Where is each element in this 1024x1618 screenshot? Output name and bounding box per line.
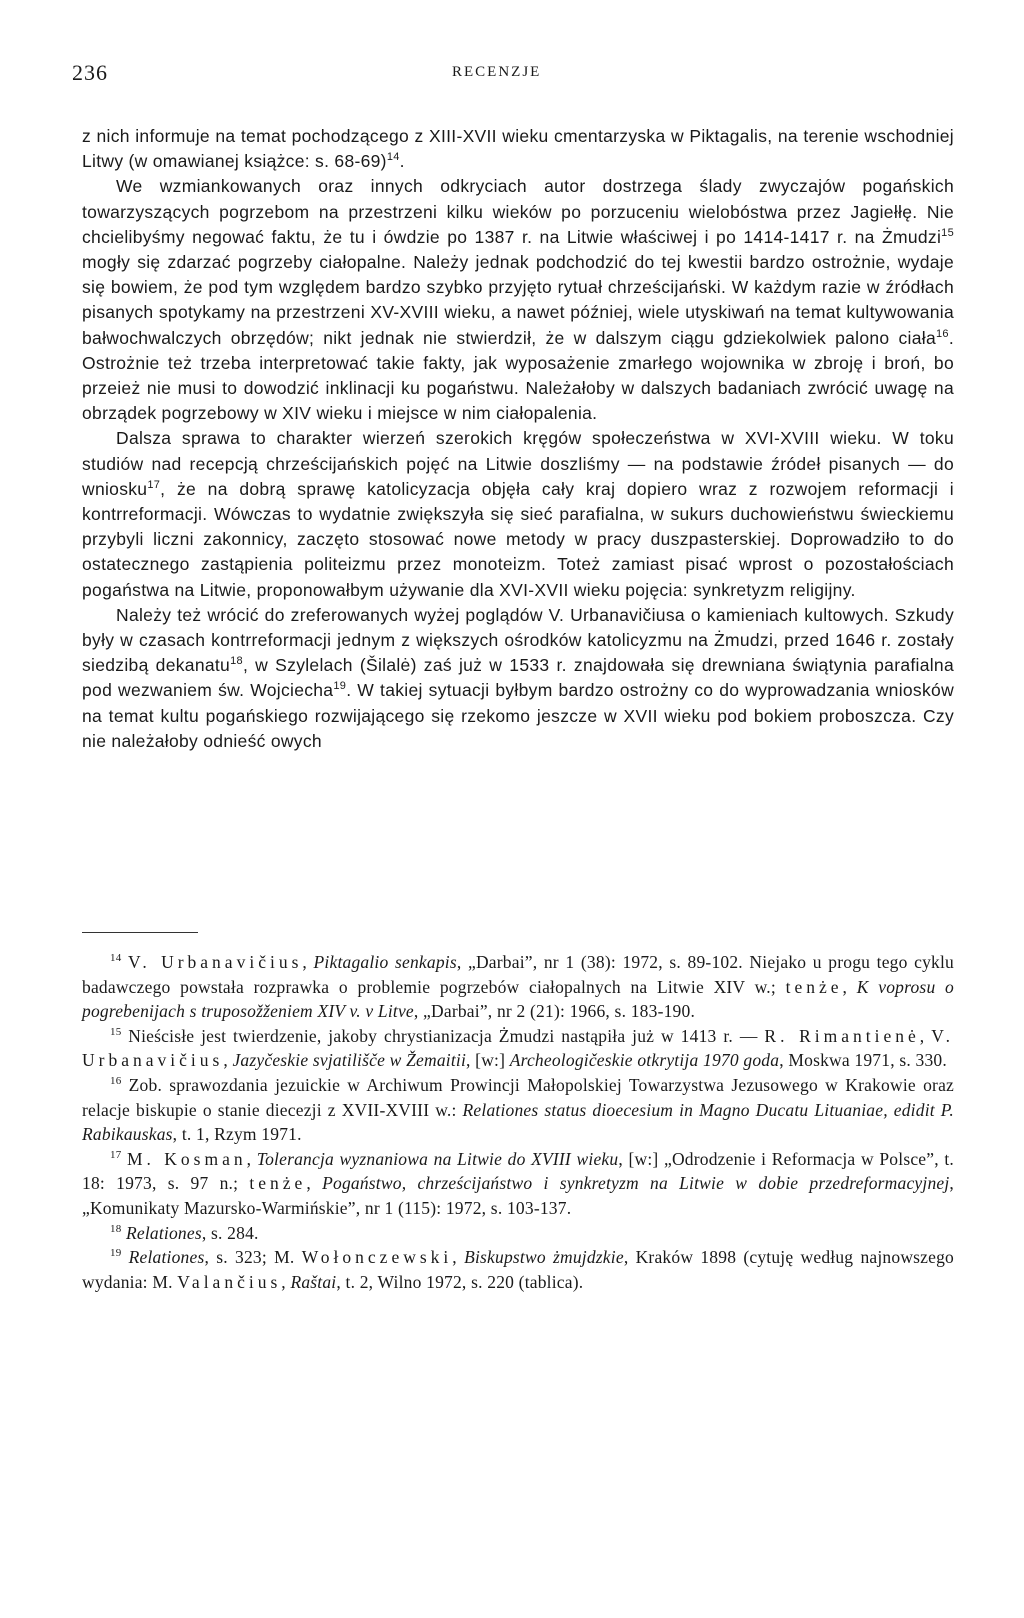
footnote-18 — [82, 1221, 954, 1246]
work-title: K voprosu o pogrebenijach s truposožženiem XIV v. v Litve — [82, 976, 954, 1022]
text-span: , Kraków 1898 (cytuję według najnowszego wydania: M. — [82, 1247, 955, 1292]
footnote-separator — [82, 932, 198, 933]
text-span: , — [223, 1050, 233, 1071]
text-span: , [w:] „Odrodzenie i Reformacja w Polsce”, t. 18: 1973, s. 97 n.; — [82, 1148, 955, 1194]
footnote-14 — [82, 950, 954, 1024]
work-title: Relationes status dioecesium in Magno Ducatu Lituaniae, edidit P. Rabikauskas — [82, 1099, 954, 1145]
text-span: We wzmiankowanych oraz innych odkryciach autor dostrzega ślady zwyczajów pogańskich towarzyszących pogrzebom na przestrzeni kilku wieków po porzuceniu wielobóstwa przez Jagiełłę. Nie chcielibyśmy negować faktu, że tu i ówdzie po 1387 r. na Litwie właściwej i po 1414-1417 r. na Żmudzi — [82, 176, 954, 247]
author-name: tenże — [249, 1173, 307, 1194]
footnote-number: 19 — [110, 1247, 122, 1260]
footnote-number: 14 — [110, 952, 122, 965]
text-span: . Ostrożnie też trzeba interpretować takie fakty, jak wyposażenie zmarłego wojownika w zbroję i broń, bo przeież nie musi to dowodzić inklinacji ku pogaństwu. Należałoby w dalszych badaniach zwrócić uwagę na obrządek pogrzebowy w XIV wieku i miejsce w nim ciałopalenia. — [82, 327, 954, 424]
work-title: Pogaństwo, chrześcijaństwo i synkretyzm na Litwie w dobie przedreformacyjnej — [322, 1173, 950, 1194]
author-name: V. Urbanavičius — [82, 1025, 954, 1071]
text-span: , [w:] — [466, 1050, 510, 1071]
text-span: Dalsza sprawa to charakter wierzeń szerokich kręgów społeczeństwa w XVI-XVIII wieku. W toku studiów nad recepcją chrześcijańskich pojęć na Litwie doszliśmy — na podstawie źródeł pisanych — do wniosku — [82, 428, 954, 499]
paragraph-4 — [82, 603, 954, 754]
footnote-number: 16 — [110, 1075, 122, 1088]
page-header — [72, 60, 952, 88]
footnote-16 — [82, 1073, 954, 1147]
footnotes — [82, 950, 954, 1294]
work-title: Raštai — [290, 1271, 337, 1292]
text-span: , — [281, 1271, 291, 1292]
author-name: M. Kosman — [126, 1148, 247, 1169]
work-title: Relationes — [128, 1247, 205, 1268]
text-span: , t. 1, Rzym 1971. — [172, 1124, 302, 1145]
footnote-ref-14[interactable]: 14 — [386, 151, 400, 164]
paragraph-1 — [82, 124, 954, 174]
text-span: , Moskwa 1971, s. 330. — [779, 1050, 947, 1071]
text-span: , „Komunikaty Mazursko-Warmińskie”, nr 1 (115): 1972, s. 103-137. — [82, 1173, 954, 1218]
footnote-ref-19[interactable]: 19 — [333, 680, 347, 693]
text-span: , t. 2, Wilno 1972, s. 220 (tablica). — [336, 1271, 584, 1292]
text-span: , — [246, 1148, 257, 1169]
text-span: Nieścisłe jest twierdzenie, jakoby chrystianizacja Żmudzi nastąpiła już w 1413 r. — — [128, 1025, 765, 1046]
footnote-number: 15 — [110, 1025, 122, 1038]
author-name: R. Rimantienė — [764, 1025, 920, 1046]
author-name: Valančius — [177, 1271, 282, 1292]
footnote-ref-17[interactable]: 17 — [147, 479, 161, 492]
text-span: , „Darbai”, nr 1 (38): 1972, s. 89-102. Niejako u progu tego cyklu badawczego powstała rozprawka o problemie pogrzebów ciałopalnych na Litwie XIV w.; — [82, 952, 955, 997]
paragraph-2 — [82, 174, 954, 426]
footnote-ref-16[interactable]: 16 — [935, 327, 949, 340]
text-span: , — [306, 1173, 323, 1194]
running-head: RECENZJE — [452, 64, 542, 80]
footnote-17 — [82, 1147, 954, 1221]
author-name: V. Urbanavičius — [127, 952, 303, 972]
text-span: , w Szylelach (Šilalė) zaś już w 1533 r. znajdowała się drewniana świątynia parafialna pod wezwaniem św. Wojciecha — [82, 655, 954, 701]
body-text — [82, 124, 954, 754]
footnote-19 — [82, 1245, 954, 1294]
work-title: Tolerancja wyznaniowa na Litwie do XVIII wieku — [256, 1148, 619, 1169]
text-span: z nich informuje na temat pochodzącego z XIII-XVII wieku cmentarzyska w Piktagalis, na terenie wschodniej Litwy (w omawianej książce: s. 68-69) — [82, 126, 954, 172]
page-number: 236 — [72, 60, 108, 85]
text-span: , s. 284. — [201, 1222, 259, 1243]
footnote-number: 18 — [110, 1222, 122, 1235]
text-span: , „Darbai”, nr 2 (21): 1966, s. 183-190. — [413, 1001, 696, 1022]
text-span: , s. 323; M. — [204, 1247, 302, 1268]
footnote-number: 17 — [110, 1148, 122, 1161]
text-span: . W takiej sytuacji byłbym bardzo ostrożny co do wyprowadzania wniosków na temat kultu pogańskiego rozwijającego się rzekomo jeszcze w XVII wieku pod bokiem proboszcza. Czy nie należałoby odnieść owych — [82, 680, 955, 751]
work-title: Jazyčeskie svjatilišče w Žemaitii — [232, 1050, 467, 1071]
work-title: Biskupstwo żmujdzkie — [464, 1247, 624, 1268]
text-span: , — [302, 952, 314, 972]
work-title: Piktagalio senkapis — [313, 952, 457, 972]
footnote-ref-18[interactable]: 18 — [230, 655, 243, 668]
text-span: , — [452, 1247, 465, 1268]
text-span: , — [842, 976, 857, 997]
text-span: Zob. sprawozdania jezuickie w Archiwum Prowincji Małopolskiej Towarzystwa Jezusowego w Krakowie oraz relacje biskupie o stanie diecezji z XVII-XVIII w.: — [82, 1074, 955, 1120]
work-title: Relationes — [125, 1222, 202, 1243]
text-span: mogły się zdarzać pogrzeby ciałopalne. Należy jednak podchodzić do tej kwestii bardzo ostrożnie, wydaje się bowiem, że pod tym względem bardzo szybko przyjęto rytuał chrześcijański. W każdym razie w źródłach pisanych spotykamy na przestrzeni XV-XVIII wieku, a nawet później, wiele utyskiwań na temat kultywowania bałwochwalczych obrzędów; nikt jednak nie stwierdził, że w dalszym ciągu gdziekolwiek palono ciała — [82, 252, 954, 348]
author-name: Wołonczewski — [301, 1247, 453, 1268]
footnote-ref-15[interactable]: 15 — [941, 226, 954, 239]
text-span: Należy też wrócić do zreferowanych wyżej poglądów V. Urbanavičiusa o kamieniach kultowych. Szkudy były w czasach kontrreformacji jednym z większych ośrodków katolicyzmu na Żmudzi, przed 1646 r. zostały siedzibą dekanatu — [82, 604, 954, 676]
paragraph-3 — [82, 426, 954, 602]
text-span: , — [919, 1025, 932, 1046]
footnote-15 — [82, 1024, 954, 1073]
work-title: Archeologičeskie otkrytija 1970 goda — [509, 1050, 780, 1071]
author-name: tenże — [785, 976, 843, 997]
text-span: . — [399, 151, 405, 172]
text-span: , że na dobrą sprawę katolicyzacja objęła cały kraj dopiero wraz z rozwojem reformacji i kontrreformacji. Wówczas to wydatnie zwiększyła się sieć parafialna, w sukurs duchowieństwu świeckiemu przybyli liczni zakonnicy, zaczęto stosować nowe metody w pracy duszpasterskiej. Doprowadziło to do ostatecznego zastąpienia politeizmu przez monoteizm. Toteż zamiast pisać wprost o pozostałościach pogaństwa na Litwie, proponowałbym używanie dla XVI-XVII wieku pojęcia: synkretyzm religijny. — [82, 478, 954, 600]
